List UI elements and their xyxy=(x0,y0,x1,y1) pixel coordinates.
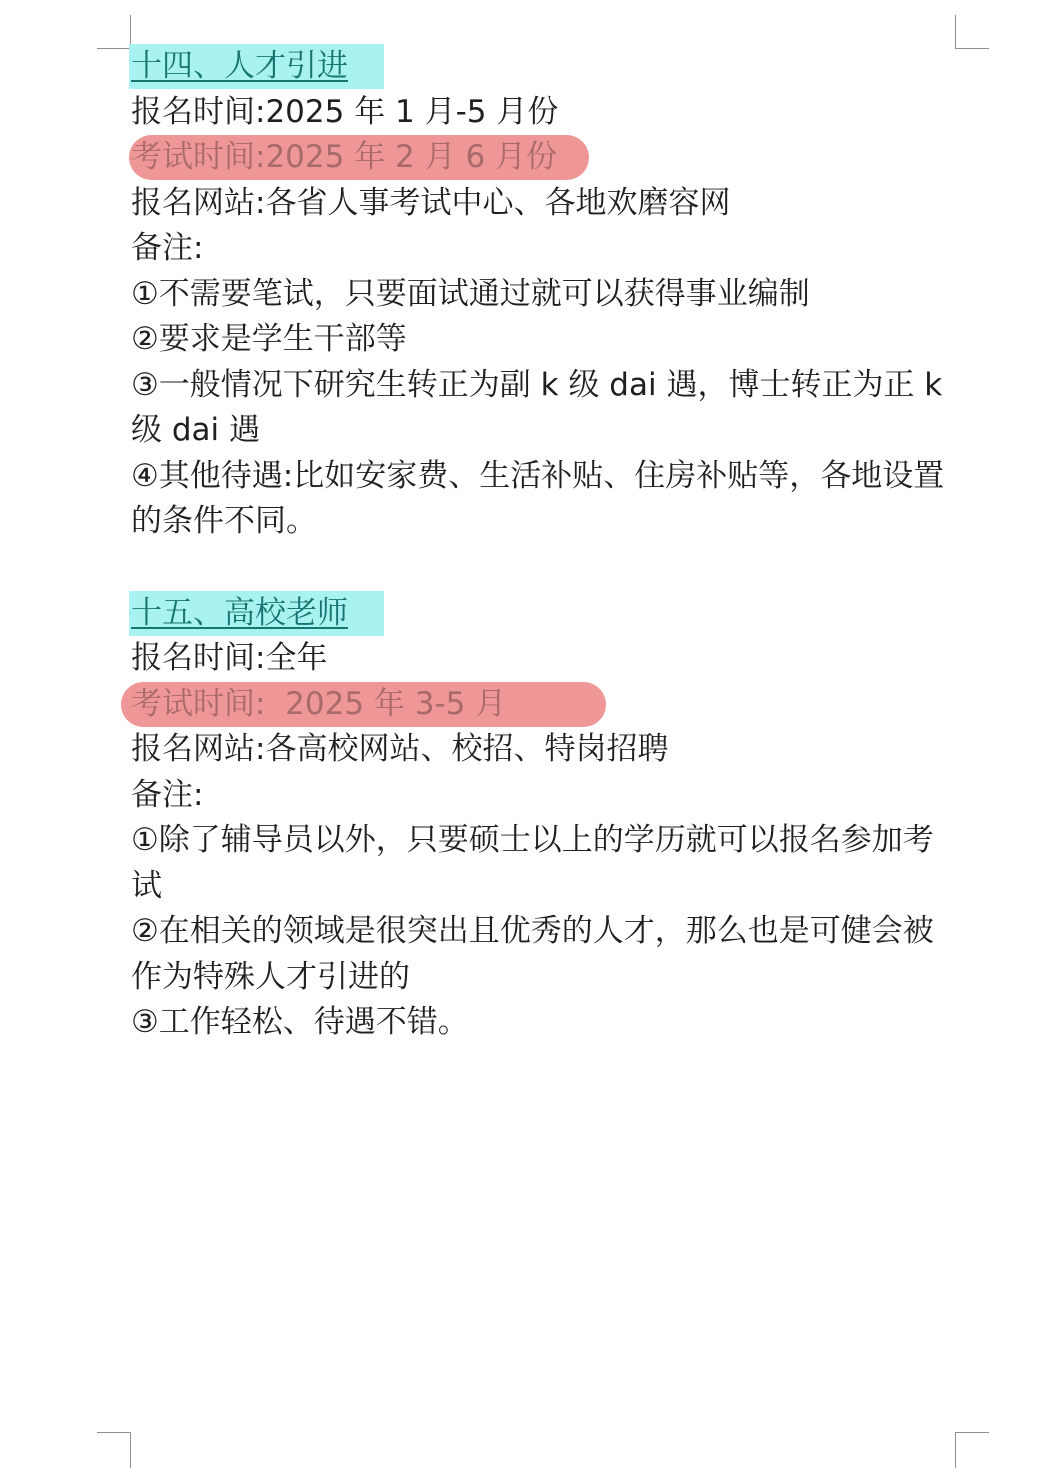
note-item: ③一般情况下研究生转正为副 k 级 dai 遇，博士转正为正 k 级 dai 遇 xyxy=(131,366,943,448)
section-heading: 十五、高校老师 xyxy=(129,591,384,636)
signup-time: 报名时间:2025 年 1 月-5 月份 xyxy=(131,93,559,130)
section-talent-introduction xyxy=(131,44,961,545)
note-item: ③工作轻松、待遇不错。 xyxy=(131,1004,469,1040)
section-university-teacher xyxy=(131,591,961,1046)
section-heading: 十四、人才引进 xyxy=(129,44,384,89)
note-item: ①除了辅导员以外，只要硕士以上的学历就可以报名参加考试 xyxy=(131,822,934,904)
signup-website: 报名网站:各省人事考试中心、各地欢磨容网 xyxy=(131,184,731,221)
note-item: ②在相关的领域是很突出且优秀的人才，那么也是可健会被作为特殊人才引进的 xyxy=(131,913,934,995)
signup-time: 报名时间:全年 xyxy=(131,640,328,676)
exam-time-highlight: 考试时间:2025 年 2 月 6 月份 xyxy=(129,135,589,180)
document-body xyxy=(131,44,961,1046)
notes-label: 备注: xyxy=(131,230,204,266)
notes-label: 备注: xyxy=(131,776,204,813)
note-item: ①不需要笔试，只要面试通过就可以获得事业编制 xyxy=(131,275,810,312)
note-item: ④其他待遇:比如安家费、生活补贴、住房补贴等，各地设置的条件不同。 xyxy=(131,457,945,539)
signup-website: 报名网站:各高校网站、校招、特岗招聘 xyxy=(131,731,669,767)
note-item: ②要求是学生干部等 xyxy=(131,321,407,357)
exam-time-highlight: 考试时间: 2025 年 3-5 月 xyxy=(121,682,606,727)
